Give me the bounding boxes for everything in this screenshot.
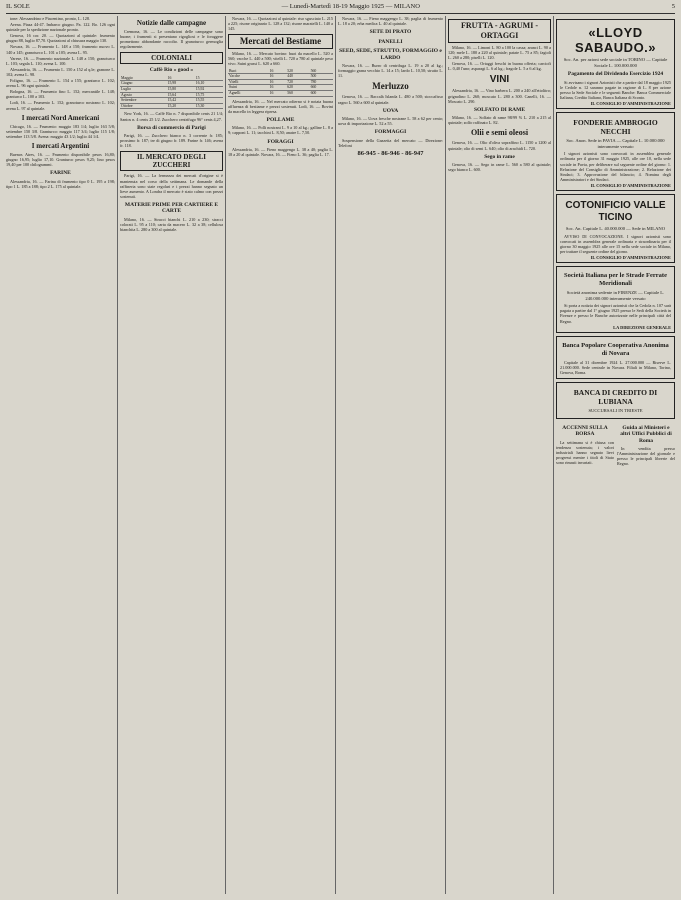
section-subheading: Caffè Rio « good » [149, 67, 194, 74]
article-paragraph: Chicago, 16. — Frumento: maggio 183 1/4; luglio 163 5/8; settembre 150 3/8. Granturco: maggio 117 3/4; luglio 115 1/8; settembre 113 5/8. Avena: maggio 43 1/2; luglio 44 1/4. [6, 123, 115, 139]
article-paragraph: Milano, 16. — Polli nostrani L. 9 a 10 al kg.; galline L. 8 a 9; capponi L. 11; tacchini L. 8,50; anatre L. 7,50. [228, 125, 333, 136]
ad-title: COTONIFICIO VALLE TICINO [565, 200, 666, 223]
ad-fonderie-necchi [556, 112, 675, 191]
table-row: Agnelli 16 560 600 [228, 90, 333, 96]
table-row: Vitelli 16 720 780 [228, 79, 333, 85]
section-heading: COLONIALI [120, 52, 223, 64]
article-paragraph: Alessandria, 16. — Nel mercato odierno si è notata buona affluenza di bestiame e prezzi sostenuti. Lodi, 16. — Bovini da macello in leggera ripresa. [228, 98, 333, 114]
article-paragraph: La settimana si è chiusa con tendenza sostenuta; i valori industriali hanno segnato lievi progressi mentre i titoli di Stato sono rimasti invariati. [556, 439, 614, 465]
section-heading: FARINE [50, 170, 71, 177]
article-paragraph: Milano, 16. — Uova fresche nostrane L. 58 a 62 per cento; uova di importazione L. 52 a 55. [338, 116, 443, 127]
section-heading: Guida ai Ministeri e altri Uffici Pubblici di Roma [620, 424, 672, 444]
section-heading: PANELLI [378, 38, 403, 45]
column-3 [225, 16, 335, 894]
phone-numbers: 86-945 - 86-946 - 86-947 [357, 150, 424, 158]
ad-text: AVVISO DI CONVOCAZIONE. I signori azionisti sono convocati in assemblea generale ordinaria e straordinaria per il giorno 30 maggio 1925 alle ore 15 nella sede sociale in Milano, per trattare il seguente ordine del giorno. [560, 233, 671, 254]
article-paragraph: Alessandria, 16. — Frumento L. 150 a 152 al q.le; granone L. 102; avena L. 98. [6, 66, 115, 77]
table-row: Giugno 15,98 16,10 [120, 81, 223, 87]
ad-cotonificio [556, 194, 675, 263]
column-5 [445, 16, 553, 894]
ad-signature: LA DIREZIONE GENERALE [613, 324, 671, 330]
article-paragraph: Genova, 16. — Sego in rame L. 560 a 580 al quintale; sego bianco L. 600. [448, 162, 551, 173]
table-row: Ottobre 15,20 15,30 [120, 103, 223, 109]
ad-banca-novara [556, 336, 675, 379]
article-paragraph: Milano, 16. — Stracci bianchi L. 210 a 230; stracci colorati L. 95 a 110; carta da macero L. 32 a 38; cellulosa bianchita L. 280 a 300 al quintale. [120, 216, 223, 233]
article-paragraph: Alessandria, 16. — Fieno maggengo L. 38 a 40; paglia L. 18 a 20 al quintale. Novara, 16. — Fieno L. 36; paglia L. 17. [228, 147, 333, 158]
section-heading: UOVA [382, 107, 399, 114]
guida-notice [617, 422, 675, 468]
section-heading: Mercati del Bestiame [228, 34, 333, 49]
masthead-date: — Lunedì-Martedì 18-19 Maggio 1925 — MILANO [281, 3, 420, 10]
column-1 [4, 16, 117, 894]
article-paragraph: Genova, 16. — Olio d'oliva sopraffino L. 1150 a 1200 al quintale; olio di semi L. 640; olio di arachidi L. 720. [448, 140, 551, 151]
page-number: 5 [671, 3, 675, 10]
section-heading: ACCENNI SULLA BORSA [562, 424, 608, 438]
column-2 [117, 16, 225, 894]
section-heading: FORMAGGI [374, 129, 407, 136]
ad-heading: Pagamento del Dividendo Esercizio 1924 [567, 71, 664, 78]
ad-title: FONDERIE AMBROGIO NECCHI [573, 118, 658, 137]
ad-lloyd-sabaudo [556, 19, 675, 109]
masthead-title: IL SOLE [6, 3, 30, 10]
ad-signature: IL CONSIGLIO D'AMMINISTRAZIONE [590, 182, 671, 188]
section-heading: IL MERCATO DEGLI ZUCCHERI [120, 151, 223, 171]
ad-subtitle: SUCCURSALI IN TRIESTE [588, 408, 643, 413]
article-paragraph: Parigi, 16. — La fermezza dei mercati d'origine si è mantenuta nel corso della settimana. Le domande della raffineria sono state regolari e i prezzi hanno segnato un lieve aumento. A Londra il mercato è stato calmo con prezzi sostenuti. [120, 173, 223, 199]
section-heading: SOLFATO DI RAME [473, 106, 526, 113]
section-heading: POLLAME [266, 116, 295, 123]
article-paragraph: Parigi, 16. — Zucchero bianco n. 3 corrente fr. 185; prossimo fr. 187; tre di giugno fr. 189. Farine fr. 146; avena fr. 118. [120, 133, 223, 149]
section-heading: Merluzzo [372, 81, 409, 92]
section-heading: I mercati Nord Americani [21, 113, 100, 122]
ad-title: Società Italiana per le Strade Ferrate Meridionali [564, 272, 667, 288]
article-paragraph: Novara, 16. — Quotazioni al quintale: riso sgusciato L. 215 a 225; risone originario L. 128 a 132; risone maratelli L. 140 a 145. [228, 16, 333, 32]
section-heading: Borsa di commercio di Parigi [137, 124, 206, 131]
column-4 [335, 16, 445, 894]
ad-signature: IL CONSIGLIO D'AMMINISTRAZIONE [590, 254, 671, 260]
section-heading: VINI [489, 74, 510, 86]
section-heading: Sego in rame [484, 153, 515, 160]
ad-subtitle: Società anonima sedente in FIRENZE — Capitale L. 240.000.000 interamente versato [566, 290, 665, 301]
article-paragraph: Milano, 16. — Solfato di rame 98/99 % L. 210 a 215 al quintale; zolfo raffinato L. 82. [448, 115, 551, 126]
section-heading: I mercati Argentini [31, 141, 90, 150]
ad-banca-lubiana [556, 382, 675, 419]
section-heading: SETE DI PRATO [369, 29, 412, 36]
article-paragraph: tone: Alessandrino e Piacentino, pronto, L. 128. [10, 16, 91, 21]
article-paragraph: Lodi, 16. — Frumento L. 152; granoturco nostrano L. 102; avena L. 97 al quintale. [6, 100, 115, 111]
article-paragraph: Novara, 16. — Frumento L. 148 a 150; frumento nuovo L. 140 a 145; granoturco L. 101 a 105; avena L. 95. [6, 44, 115, 55]
column-6-ads [553, 16, 677, 894]
livestock-table [228, 69, 333, 97]
article-paragraph: Avena. Piaza 44-47. Imbarco giugno. Pa. 122. Bo. 126 ogni quintale per la spedizione nazionale pronto. [6, 22, 115, 33]
article-paragraph: Alessandria, 16. — Farina di frumento tipo 0 L. 195 a 198; tipo 1 L. 185 a 188; tipo 2 L. 175 al quintale. [6, 178, 115, 189]
article-paragraph: Genova, 16 cor. 20. — Quotazioni al quintale: frumento giugno 88, luglio 87,70. Quotazioni al chiusura maggio 130. [6, 33, 115, 44]
section-heading: Olii e semi oleosi [470, 128, 529, 138]
ad-title: «LLOYD SABAUDO.» [574, 25, 657, 55]
table-row: Buoi 16 520 560 [228, 69, 333, 74]
ad-title: BANCA DI CREDITO DI LUBIANA [573, 388, 658, 406]
masthead [6, 3, 675, 14]
ad-text: Si avvisano i signori Azionisti che a partire dal 18 maggio 1925 le Cedole n. 12 saranno pagate in ragione di L. 8 per azione presso la Sede Sociale e le seguenti Banche: Banca Commerciale Italiana, Credito Italiano, Banca Italiana di Sconto. [560, 79, 671, 100]
ad-strade-ferrate [556, 266, 675, 333]
ad-subtitle: Soc. An. per azioni sede sociale in TORINO — Capitale Sociale L. 100.000.000 [563, 57, 668, 68]
section-heading: Notizie dalle campagne [136, 19, 207, 27]
bottom-notices [556, 422, 675, 468]
table-row: Settembre 15,42 15,55 [120, 98, 223, 104]
article-paragraph: Novara, 16. — Burro di centrifuga L. 19 a 20 al kg.; formaggio grana vecchio L. 14 a 15; lardo L. 10,50; strutto L. 11. [338, 63, 443, 79]
ad-text: Si porta a notizia dei signori azionisti che la Cedola n. 107 sarà pagata a partire dal 1° giugno 1925 presso le Sedi della Società in Firenze e presso le Banche autorizzate nelle principali città del Regno. [560, 303, 671, 324]
article-paragraph: Milano, 16. — Limoni L. 80 a 100 la cassa; aranci L. 90 a 120; mele L. 180 a 220 al quintale; patate L. 75 a 85; fagioli L. 260 a 280; piselli L. 120. [448, 45, 551, 61]
ad-text: I signori azionisti sono convocati in assemblea generale ordinaria per il giorno 31 maggio 1925, alle ore 10, nella sede sociale in Pavia, per deliberare sul seguente ordine del giorno: 1. Relazione del Consiglio di Amministrazione; 2. Relazione dei Sindaci; 3. Approvazione del bilancio; 4. Nomina degli Amministratori e dei Sindaci. [560, 151, 671, 182]
article-paragraph: Bologna, 16. — Frumento fino L. 152; mercantile L. 148; granturco L. 100 a 103. [6, 89, 115, 100]
section-heading: MATERIE PRIME PER CARTIERE E CARTE [124, 201, 219, 215]
article-paragraph: Genova, 16. — Ortaggi freschi in buona offerta; carciofi L. 0,40 l'uno; asparagi L. 6 al kg.; fragole L. 5 a 6 al kg. [448, 61, 551, 72]
borsa-notice [556, 422, 614, 468]
section-heading: SEED, SEDE, STRUTTO, FORMAGGIO e LARDO [339, 48, 442, 61]
article-paragraph: In vendita presso l'Amministrazione del giornale e presso le principali librerie del Regno. [617, 446, 675, 467]
article-paragraph: Varese, 16. — Frumento nazionale L. 148 a 150; granoturco L. 103; segala L. 110; avena L. 100. [6, 55, 115, 66]
quotes-table [120, 76, 223, 110]
article-paragraph: New York, 16. — Caffè Rio n. 7 disponibile cents 21 1/4; Santos n. 4 cents 25 1/2. Zucchero centrifugo 96° cents 4,27. [120, 111, 223, 122]
article-paragraph: Alessandria, 16. — Vino barbera L. 200 a 240 all'ettolitro; grignolino L. 260; moscato L. 280 a 300. Canelli, 16. — Moscato L. 290. [448, 88, 551, 104]
table-row: Maggio 16 15 [120, 76, 223, 81]
ad-signature: IL CONSIGLIO D'AMMINISTRAZIONE [590, 101, 671, 107]
section-heading: FRUTTA - AGRUMI - ORTAGGI [448, 19, 551, 43]
section-heading: FORAGGI [267, 138, 294, 145]
table-row: Luglio 15,80 15,92 [120, 87, 223, 93]
article-paragraph: Milano, 16. — Mercato bovino: buoi da macello L. 520 a 560; vacche L. 440 a 500; vitelli L. 720 a 780 al quintale peso vivo. Suini grassi L. 620 a 660. [228, 51, 333, 67]
article-paragraph: Buenos Aires, 16. — Frumento disponibile pesos 16,80; giugno 16,95; luglio 17,10. Granturco pesos 9,25; lino pesos 19,40 per 100 chilogrammi. [6, 151, 115, 168]
table-row: Agosto 15,64 15,75 [120, 92, 223, 98]
table-row: Vacche 16 440 500 [228, 74, 333, 80]
ad-title: Banca Popolare Cooperativa Anonima di Novara [562, 341, 669, 357]
article-paragraph: Genova, 16. — Baccalà Islanda L. 480 a 500; stoccafisso ragno L. 560 a 600 al quintale. [338, 94, 443, 105]
article-paragraph: Novara, 16. — Fieno maggengo L. 38; paglia di frumento L. 18 a 20; erba medica L. 40 al quintale. [338, 16, 443, 27]
ad-subtitle: Soc. An. Capitale L. 40.000.000 — Sede in MILANO [565, 226, 666, 231]
article-paragraph: Foligno, 16. — Frumento L. 154 a 155; granturco L. 102; avena L. 96 ogni quintale. [6, 78, 115, 89]
ad-text: Capitale al 31 dicembre 1924 L. 27.000.000 — Riserve L. 21.000.000. Sede centrale in Novara. Filiali in Milano, Torino, Genova, Roma. [560, 359, 671, 375]
ad-subtitle: Soc. Anon. Sede in PAVIA — Capitale L. 10.000.000 interamente versato [566, 138, 665, 149]
table-row: Suini 16 620 660 [228, 85, 333, 91]
article-paragraph: Sospensione della Gazzetta del mercato — Direzione: Telefoni [338, 137, 443, 148]
article-paragraph: Cremona, 16. — Le condizioni delle campagne sono buone; i frumenti si presentano rigogliosi e le foraggere promettono abbondante raccolto. Il granoturco germoglia regolarmente. [120, 29, 223, 50]
